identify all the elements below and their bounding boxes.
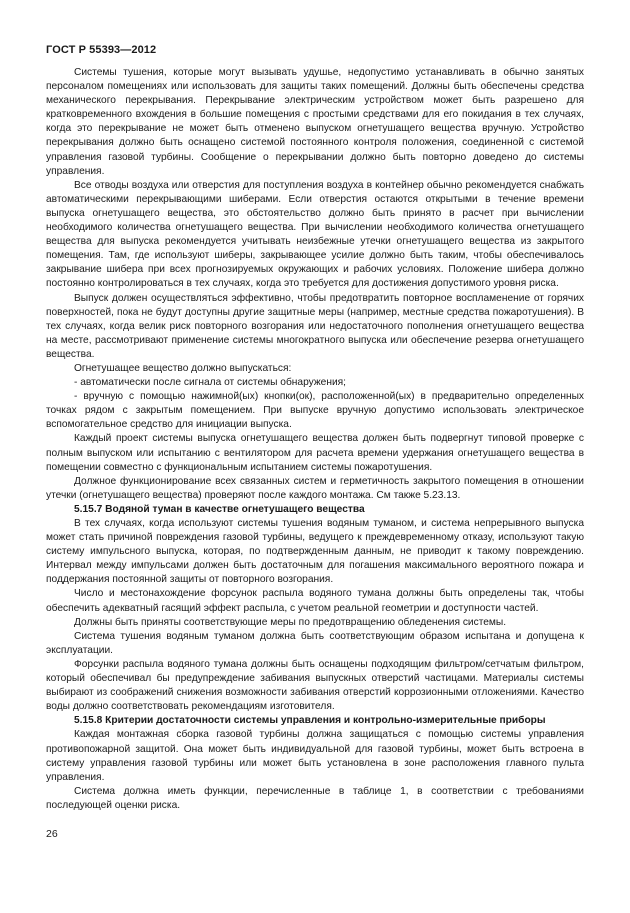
list-item-automatic: - автоматически после сигнала от системы обнаружения;: [74, 377, 346, 389]
paragraph-system-functions: Система должна иметь функции, перечисленные в таблице 1, в соответствии с требованиями последующей оценки риска.: [46, 785, 584, 811]
paragraph-discharge-intro: Огнетушащее вещество должно выпускаться:: [74, 362, 292, 374]
paragraph-icing-prevention: Должны быть приняты соответствующие меры по предотвращению обледенения системы.: [74, 616, 507, 628]
paragraph-suffocation-systems: Системы тушения, которые могут вызывать удушье, недопустимо устанавливать в обычно занятых персоналом помещениях или использовать для защиты таких помещений. Должны быть обеспечены средства механического перекрывания. Перекрывание электрическим устройством может быть разрешено для кратковременного вхождения в большие помещения с простыми средствами для его покидания в тех случаях, когда это перекрывание не может быть отменено выпуском огнетушащего вещества вручную. Устройство перекрывания должно быть оснащено системой постоянного контроля положения, соединенной с системой управления газовой турбины. Сообщение о перекрывании должно быть повторно доведено до системы управления.: [46, 67, 584, 177]
paragraph-nozzle-filters: Форсунки распыла водяного тумана должны быть оснащены подходящим фильтром/сетчатым фильтром, который обеспечивал бы предупреждение забивания выпускных отверстий частицами. Материалы системы выбирают из соображений снижения возможности забивания отверстий коррозионными отложениями. Качество воды должно соответствовать рекомендациям изготовителя.: [46, 658, 584, 713]
paragraph-nozzles-location: Число и местонахождение форсунок распыла водяного тумана должны быть определены так, чтобы обеспечить адекватный гасящий эффект распыла, с учетом реальной геометрии и доступности частей.: [46, 588, 584, 614]
paragraph-discharge-efficiency: Выпуск должен осуществляться эффективно, чтобы предотвратить повторное воспламенение от горячих поверхностей, пока не будут доступны другие защитные меры (например, местные средства пожаротушения). В тех случаях, когда велик риск повторного возгорания или недостаточного пополнения огнетушащего вещества на месте, рассмотривают применение системы многократного выпуска или обеспечение резерва огнетушащего вещества.: [46, 292, 584, 360]
list-item-manual: - вручную с помощью нажимной(ых) кнопки(ок), расположенной(ых) в предварительно определенных точках рядом с закрытым помещением. При выпуске вручную допустимо использовать электрическое вспомогательное средство для инициации выпуска.: [46, 391, 584, 431]
paragraph-control-system: Каждая монтажная сборка газовой турбины должна защищаться с помощью системы управления противопожарной защитой. Она может быть индивидуальной для газовой турбины, может быть встроена в систему управления газовой турбины или может быть установлена в зоне расположения главного пульта управления.: [46, 729, 584, 783]
paragraph-system-testing: Система тушения водяным туманом должна быть соответствующим образом испытана и допущена к эксплуатации.: [46, 630, 584, 656]
page-number: 26: [46, 828, 58, 840]
paragraph-water-mist-pulse: В тех случаях, когда используют системы тушения водяным туманом, и система непрерывного выпуска может стать причиной повреждения газовой турбины, ведущего к преждевременному отказу, используют такую систему импульсного выпуска, которая, по подтвержденным данным, не приводит к такому повреждению. Интервал между импульсами должен быть достаточным для погашения максимального вероятного пожара и поддержания постоянной защиты от повторного возгорания.: [46, 518, 584, 586]
standard-code-header: ГОСТ Р 55393—2012: [46, 44, 157, 56]
paragraph-air-vents-dampers: Все отводы воздуха или отверстия для поступления воздуха в контейнер обычно рекомендуется снабжать автоматическими перекрывающими шиберами. Если отверстия остаются открытыми в течение времени выпуска огнетушащего вещества, это обстоятельство должно быть принято в расчет при вычислении необходимого количества огнетушащего вещества. При вычислении необходимого количества огнетушащего вещества для выпуска рекомендуется учитывать неизбежные утечки огнетушащего вещества из закрытого помещения. Там, где используют шиберы, закрывающее усилие должно быть таким, чтобы обеспечивалось закрывание шибера при всех прогнозируемых окружающих и рабочих условиях. Положение шибера должно постоянно контролироваться в тех случаях, когда это требуется для достижения допустимого уровня риска.: [46, 179, 584, 290]
paragraph-functioning-check: Должное функционирование всех связанных систем и герметичность закрытого помещения в отношении утечки (огнетушащего вещества) проверяют после каждого монтажа. См также 5.23.13.: [46, 475, 584, 501]
paragraph-type-test: Каждый проект системы выпуска огнетушащего вещества должен быть подвергнут типовой проверке с полным выпуском или испытанию с вентилятором для расчета времени удержания огнетушащего вещества в помещении совместно с функциональным испытанием системы пожаротушения.: [46, 433, 584, 473]
document-body: [46, 66, 584, 813]
section-heading-water-mist: 5.15.7 Водяной туман в качестве огнетушащего вещества: [74, 503, 365, 515]
section-heading-control-criteria: 5.15.8 Критерии достаточности системы управления и контрольно-измерительные приборы: [74, 715, 546, 727]
